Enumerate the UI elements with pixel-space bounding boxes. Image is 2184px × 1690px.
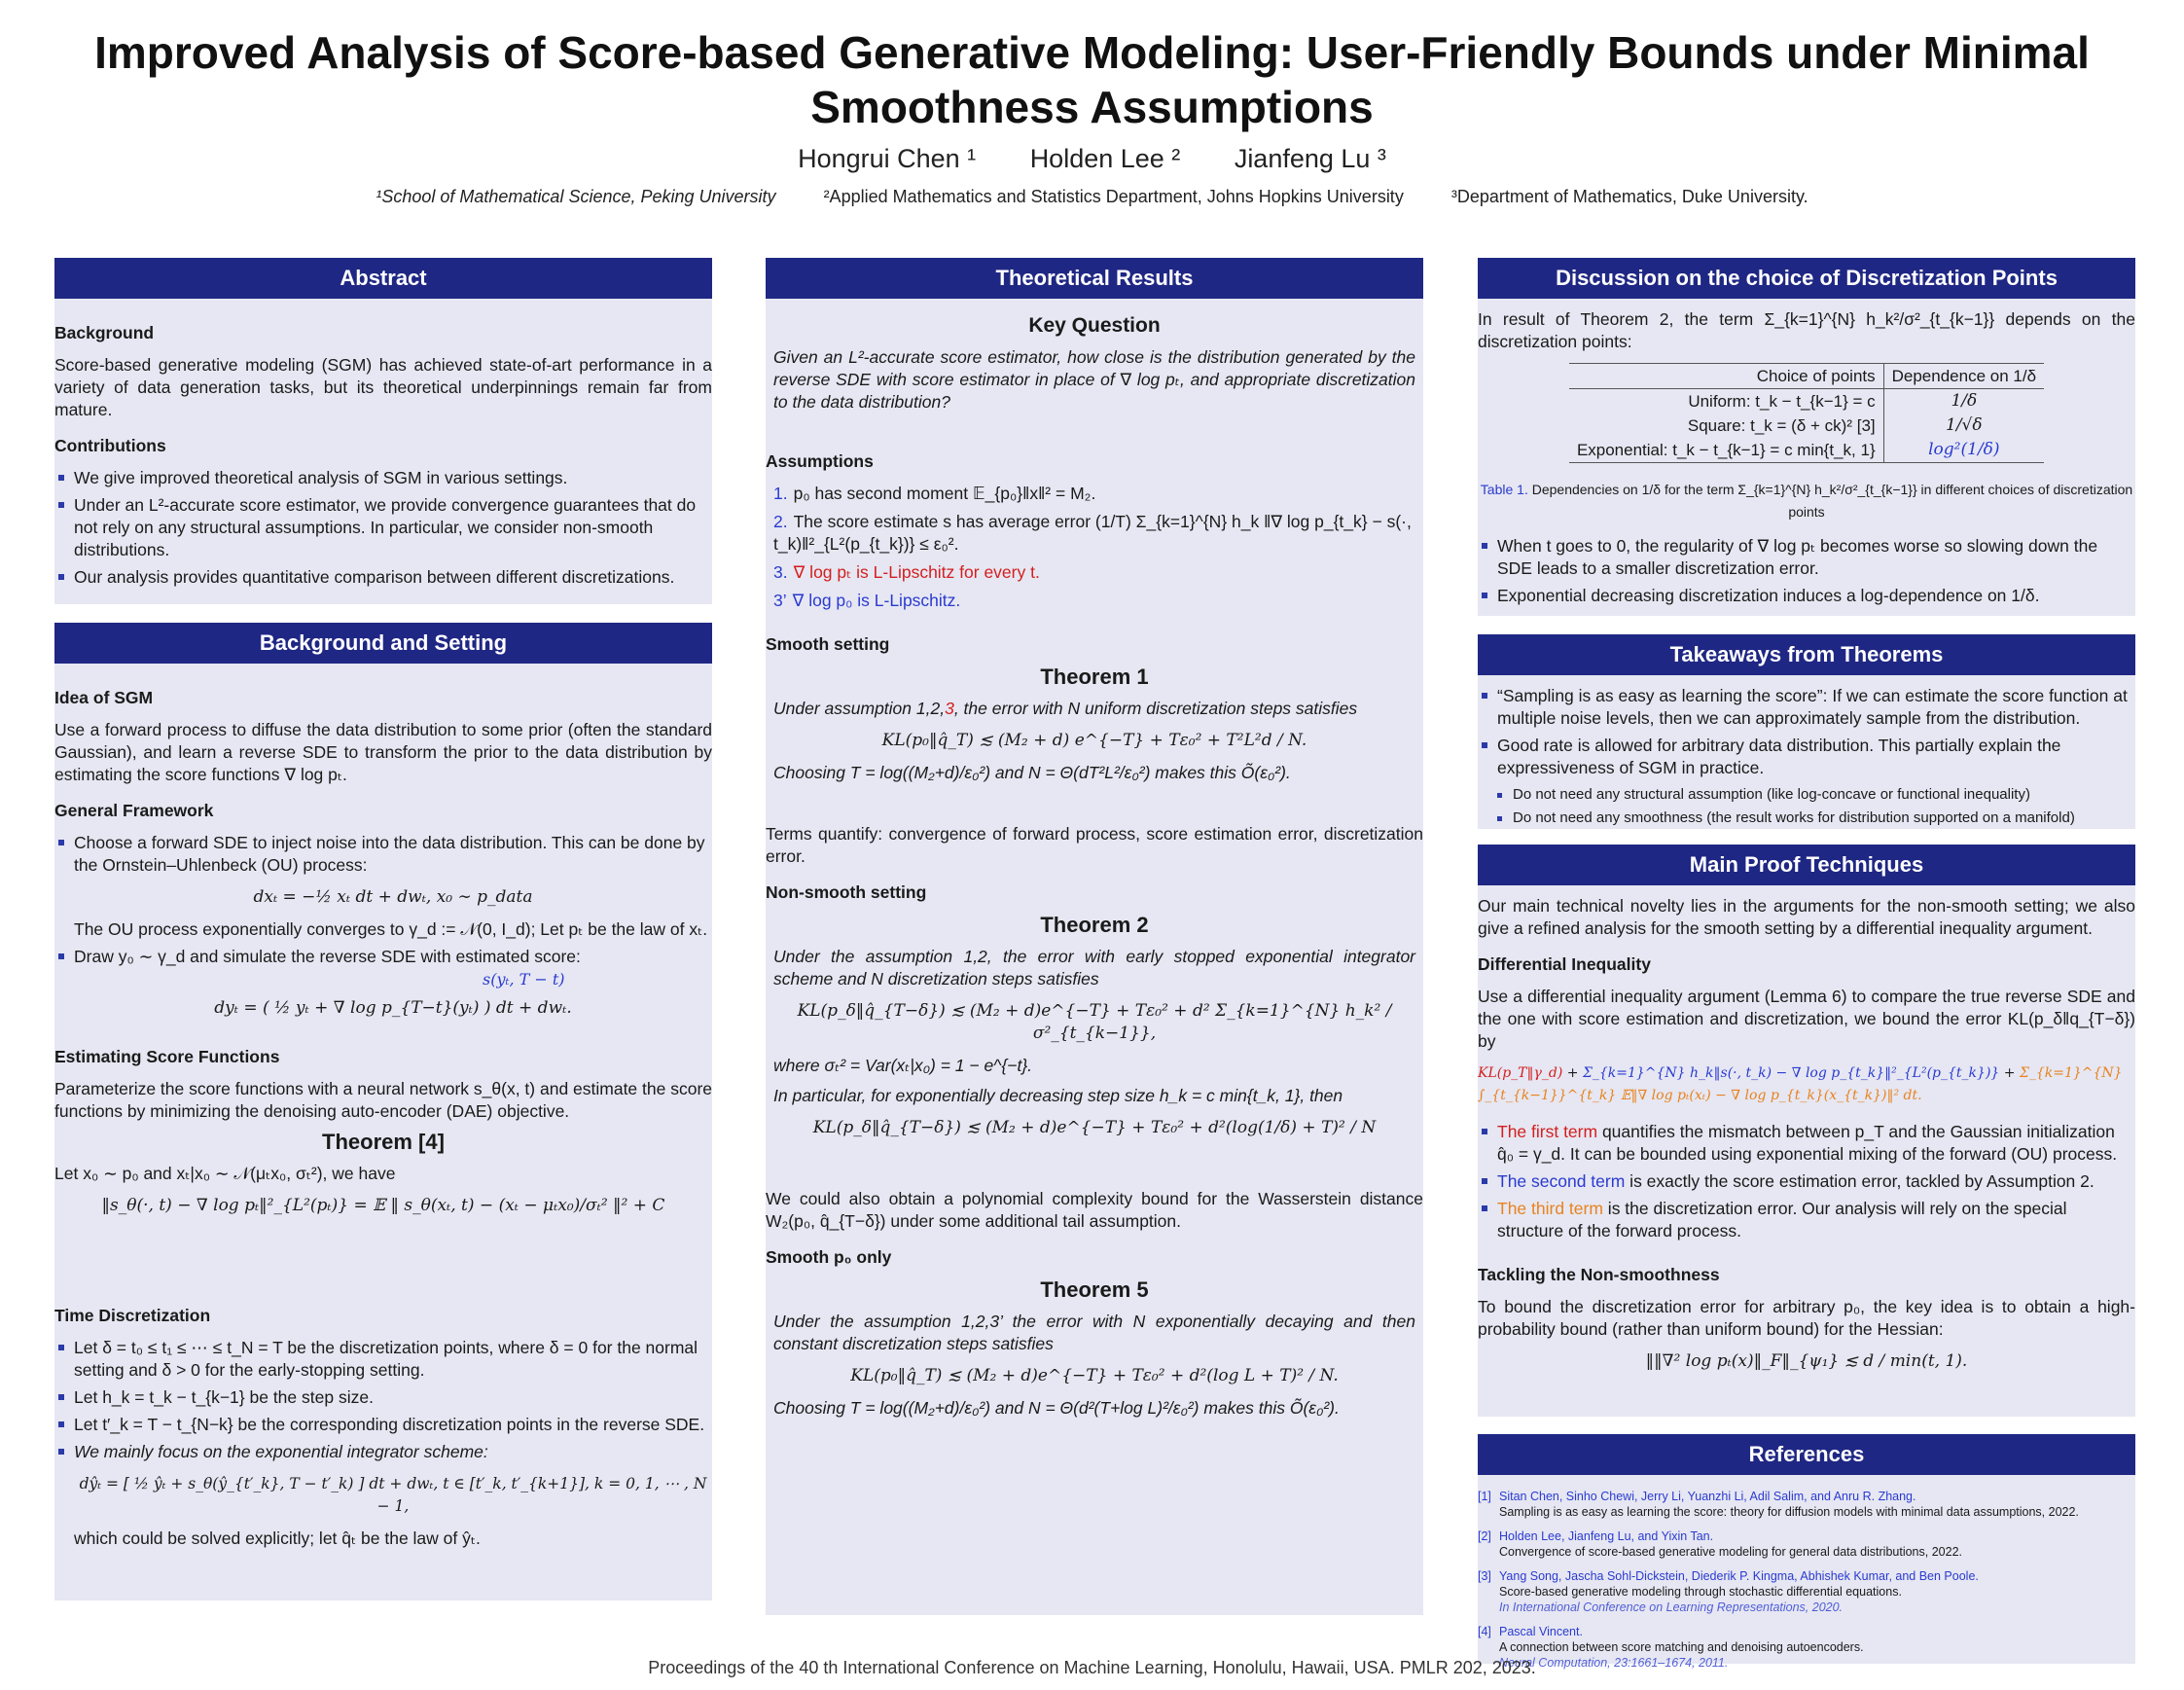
list-item: When t goes to 0, the regularity of ∇ log pₜ becomes worse so slowing down the SDE leads to a smaller discretization error.	[1478, 535, 2135, 580]
assumption-3p-num: 3’	[773, 591, 787, 610]
score-subtitle: Estimating Score Functions	[54, 1047, 280, 1066]
title-line-1: Improved Analysis of Score-based Generative Modeling: User-Friendly Bounds under Minimal	[94, 27, 2090, 78]
smooth-subtitle: Smooth setting	[766, 634, 890, 654]
tackle-text: To bound the discretization error for arbitrary p₀, the key idea is to obtain a high-probability bound (rather than uniform bound) for the Hessian:	[1478, 1297, 2135, 1339]
assumptions-subtitle: Assumptions	[766, 451, 874, 471]
proof-header: Main Proof Techniques	[1478, 845, 2135, 885]
smooth0-subtitle: Smooth p₀ only	[766, 1247, 892, 1267]
table-header-cell: Choice of points	[1569, 364, 1883, 389]
assumption-3p-text: ∇ log p₀ is L-Lipschitz.	[792, 591, 961, 610]
ou-equation: dxₜ = −½ xₜ dt + dwₜ, x₀ ∼ p_data	[253, 887, 533, 907]
author-1: Hongrui Chen ¹	[798, 144, 977, 173]
discussion-list	[1478, 535, 2135, 607]
theorem5-text: Under the assumption 1,2,3’ the error with N exponentially decaying and then constant discretization steps satisfies	[773, 1312, 1415, 1353]
ou-after-text: The OU process exponentially converges to γ_d := 𝒩(0, I_d); Let pₜ be the law of xₜ.	[74, 919, 708, 939]
references-panel	[1478, 1434, 2135, 1670]
table-row	[1569, 389, 2044, 414]
abstract-panel	[54, 258, 712, 604]
terms-text: Terms quantify: convergence of forward process, score estimation error, discretization error.	[766, 824, 1423, 866]
theorem1-title: Theorem 1	[1040, 665, 1149, 689]
table-cell: Uniform: t_k − t_{k−1} = c	[1569, 389, 1883, 414]
theorem4-text: Let x₀ ∼ p₀ and xₜ|x₀ ∼ 𝒩(μₜx₀, σₜ²), we have	[54, 1164, 396, 1183]
discussion-panel	[1478, 258, 2135, 616]
list-item: Do not need any structural assumption (like log-concave or functional inequality)	[1478, 785, 2135, 804]
table-caption: Table 1. Dependencies on 1/δ for the term Σ_{k=1}^{N} h_k²/σ²_{t_{k−1}} in different choices of discretization points	[1480, 482, 2133, 520]
differential-subtitle: Differential Inequality	[1478, 954, 1651, 974]
reference-item: [3] Yang Song, Jascha Sohl-Dickstein, Diederik P. Kingma, Abhishek Kumar, and Ben Poole. Score-based generative modeling through stochastic differential equations. In International Conference on Learning Representations, 2020.	[1478, 1569, 1979, 1614]
affiliation-3: ³Department of Mathematics, Duke University.	[1450, 187, 1808, 206]
integrator-equation: dŷₜ = [ ½ ŷₜ + s_θ(ŷ_{t′_k}, T − t′_k) ] dt + dwₜ, t ∈ [t′_k, t′_{k+1}], k = 0, 1, ⋯ , N − 1,	[79, 1475, 707, 1515]
references-header: References	[1478, 1434, 2135, 1475]
theorem1-choose: Choosing T = log((M₂+d)/ε₀²) and N = Θ(dT²L²/ε₀²) makes this Õ(ε₀²).	[773, 763, 1291, 782]
theorem5-title: Theorem 5	[1040, 1277, 1149, 1302]
framework-item-1: Choose a forward SDE to inject noise into the data distribution. This can be done by the Ornstein–Uhlenbeck (OU) process:	[74, 833, 705, 875]
score-annotation: s(yₜ, T − t)	[483, 970, 565, 989]
theorem1-equation: KL(p₀‖q̂_T) ≲ (M₂ + d) e^{−T} + Tε₀² + T²L²d / N.	[881, 731, 1307, 750]
key-question-text: Given an L²-accurate score estimator, how close is the distribution generated by the reverse SDE with score estimator in place of ∇ log pₜ, and appropriate discretization to the data distribution?	[773, 347, 1415, 412]
takeaways-panel	[1478, 634, 2135, 829]
theorem2-equation-2: KL(p_δ‖q̂_{T−δ}) ≲ (M₂ + d)e^{−T} + Tε₀² + d²(log(1/δ) + T)² / N	[812, 1118, 1377, 1137]
theorem5-choose: Choosing T = log((M₂+d)/ε₀²) and N = Θ(d²(T+log L)²/ε₀²) makes this Õ(ε₀²).	[773, 1398, 1340, 1418]
proof-panel	[1478, 845, 2135, 1417]
list-item: The third term is the discretization error. Our analysis will rely on the special structure of the forward process.	[1478, 1198, 2135, 1242]
background-subtitle: Background	[54, 323, 155, 342]
list-item: The first term quantifies the mismatch between p_T and the Gaussian initialization q̂₀ = γ_d. It can be bounded using exponential mixing of the forward (OU) process.	[1478, 1121, 2135, 1166]
list-item: The second term is exactly the score estimation error, tackled by Assumption 2.	[1478, 1170, 2135, 1193]
reference-item: [1] Sitan Chen, Sinho Chewi, Jerry Li, Yuanzhi Li, Adil Salim, and Anru R. Zhang. Sampling is as easy as learning the score: theory for diffusion models with minimal data assumptions, 2022.	[1478, 1490, 2079, 1519]
table-cell: 1/√δ	[1946, 415, 1983, 435]
discretization-table	[1569, 363, 2044, 463]
title-line-2: Smoothness Assumptions	[810, 82, 1374, 132]
theorem4-equation: ‖s_θ(·, t) − ∇ log pₜ‖²_{L²(pₜ)} = 𝔼 ‖ s_θ(xₜ, t) − (xₜ − μₜx₀)/σₜ² ‖² + C	[101, 1196, 665, 1215]
wasserstein-text: We could also obtain a polynomial complexity bound for the Wasserstein distance W₂(p₀, q̂_{T−δ}) under some additional tail assumption.	[766, 1189, 1423, 1231]
integrator-after: which could be solved explicitly; let q̂ₜ be the law of ŷₜ.	[74, 1528, 481, 1548]
differential-text: Use a differential inequality argument (Lemma 6) to compare the true reverse SDE and the one with score estimation and discretization, we bound the error KL(p_δ‖q_{T−δ}) by	[1478, 987, 2135, 1051]
poster-title	[58, 25, 2126, 134]
time-subtitle: Time Discretization	[54, 1306, 211, 1325]
takeaways-header: Takeaways from Theorems	[1478, 634, 2135, 675]
framework-item-2: Draw y₀ ∼ γ_d and simulate the reverse SDE with estimated score:	[74, 947, 581, 966]
framework-subtitle: General Framework	[54, 801, 214, 820]
assumption-1-num: 1.	[773, 484, 788, 503]
list-item	[766, 483, 1423, 505]
list-item	[766, 590, 1423, 612]
tackle-subtitle: Tackling the Non-smoothness	[1478, 1265, 1720, 1284]
reference-item: [2] Holden Lee, Jianfeng Lu, and Yixin Tan. Convergence of score-based generative modeling for general data distributions, 2022.	[1478, 1529, 1962, 1559]
theory-header: Theoretical Results	[766, 258, 1423, 299]
discussion-header: Discussion on the choice of Discretization Points	[1478, 258, 2135, 299]
error-bound-equation: KL(p_T‖γ_d) + Σ_{k=1}^{N} h_k‖s(·, t_k) − ∇ log p_{t_k}‖²_{L²(p_{t_k})} + Σ_{k=1}^{N} ∫_{t_{k−1}}^{t_k} 𝔼‖∇ log pₜ(xₜ) − ∇ log p_{t_k}(x_{t_k})‖² dt.	[1478, 1065, 2123, 1103]
list-item	[766, 561, 1423, 584]
list-item: Good rate is allowed for arbitrary data distribution. This partially explain the expressiveness of SGM in practice.	[1478, 735, 2135, 779]
list-item: “Sampling is as easy as learning the score”: If we can estimate the score function at multiple noise levels, then we can approximately sample from the distribution.	[1478, 685, 2135, 730]
list-item: Let t′_k = T − t_{N−k} be the corresponding discretization points in the reverse SDE.	[54, 1414, 712, 1436]
table-cell: 1/δ	[1951, 391, 1978, 411]
table-header-cell: Dependence on 1/δ	[1883, 364, 2044, 389]
background-text: Score-based generative modeling (SGM) has achieved state-of-art performance in a variety of data generation tasks, but its theoretical underpinnings remain far from mature.	[54, 355, 712, 419]
list-item	[54, 832, 712, 941]
takeaways-list	[1478, 685, 2135, 779]
time-list	[54, 1337, 712, 1550]
table-row	[1569, 414, 2044, 438]
theorem2-text: Under the assumption 1,2, the error with early stopped exponential integrator scheme and N discretization steps satisfies	[773, 947, 1415, 989]
author-2: Holden Lee ²	[1029, 144, 1181, 173]
footer: Proceedings of the 40 th International Conference on Machine Learning, Honolulu, Hawaii, USA. PMLR 202, 2023.	[648, 1658, 1536, 1677]
contributions-list	[54, 467, 712, 589]
score-text: Parameterize the score functions with a neural network s_θ(x, t) and estimate the score functions by minimizing the denoising auto-encoder (DAE) objective.	[54, 1079, 713, 1121]
proof-intro: Our main technical novelty lies in the arguments for the non-smooth setting; we also give a refined analysis for the smooth setting by a differential inequality argument.	[1478, 896, 2135, 938]
theorem2-equation: KL(p_δ‖q̂_{T−δ}) ≲ (M₂ + d)e^{−T} + Tε₀² + d² Σ_{k=1}^{N} h_k² / σ²_{t_{k−1}},	[797, 1001, 1392, 1043]
table-row	[1569, 438, 2044, 463]
assumption-1-text: p₀ has second moment 𝔼_{p₀}‖x‖² = M₂.	[793, 484, 1096, 503]
theorem2-title: Theorem 2	[1040, 913, 1149, 937]
assumption-2-num: 2.	[773, 512, 788, 531]
list-item: Do not need any smoothness (the result works for distribution supported on a manifold)	[1478, 809, 2135, 827]
list-item: Let δ = t₀ ≤ t₁ ≤ ⋯ ≤ t_N = T be the discretization points, where δ = 0 for the normal setting and δ > 0 for the early-stopping setting.	[54, 1337, 712, 1382]
theorem2-where: where σₜ² = Var(xₜ|x₀) = 1 − e^{−t}.	[773, 1056, 1033, 1075]
affiliation-1: ¹School of Mathematical Science, Peking University	[376, 187, 776, 206]
assumption-2-text: The score estimate s has average error (1/T) Σ_{k=1}^{N} h_k ‖∇ log p_{t_k} − s(·, t_k)‖²_{L²(p_{t_k})} ≤ ε₀².	[773, 512, 1412, 554]
abstract-header: Abstract	[54, 258, 712, 299]
discussion-intro: In result of Theorem 2, the term Σ_{k=1}^{N} h_k²/σ²_{t_{k−1}} depends on the discretization points:	[1478, 309, 2135, 351]
assumption-3-text: ∇ log pₜ is L-Lipschitz for every t.	[793, 562, 1040, 582]
theorem2-exp: In particular, for exponentially decreasing step size h_k = c min{t_k, 1}, then	[773, 1086, 1343, 1105]
nonsmooth-subtitle: Non-smooth setting	[766, 882, 927, 902]
idea-text: Use a forward process to diffuse the data distribution to some prior (often the standard Gaussian), and learn a reverse SDE to transform the prior to the data distribution by estimating the score functions ∇ log pₜ.	[54, 720, 712, 784]
theorem5-equation: KL(p₀‖q̂_T) ≲ (M₂ + d)e^{−T} + Tε₀² + d²(log L + T)² / N.	[850, 1366, 1339, 1385]
terms-list	[1478, 1121, 2135, 1242]
takeaways-sublist	[1478, 785, 2135, 827]
list-item: Exponential decreasing discretization induces a log-dependence on 1/δ.	[1478, 585, 2135, 607]
theorem1-text: Under assumption 1,2,3, the error with N uniform discretization steps satisfies	[773, 699, 1358, 718]
authors	[0, 144, 2184, 174]
list-item: Let h_k = t_k − t_{k−1} be the step size.	[54, 1386, 712, 1409]
list-item: Our analysis provides quantitative comparison between different discretizations.	[54, 566, 712, 589]
author-3: Jianfeng Lu ³	[1234, 144, 1386, 173]
list-item: Under an L²-accurate score estimator, we provide convergence guarantees that do not rely on any structural assumptions. In particular, we consider non-smooth distributions.	[54, 494, 712, 561]
background-panel	[54, 623, 712, 1600]
time-item-4: We mainly focus on the exponential integrator scheme:	[74, 1442, 488, 1461]
reverse-sde-equation: dyₜ = ( ½ yₜ + ∇ log p_{T−t}(yₜ) ) dt + dwₜ.	[214, 998, 572, 1018]
table-cell: Square: t_k = (δ + ck)² [3]	[1569, 414, 1883, 438]
assumptions-list	[766, 483, 1423, 612]
background-header: Background and Setting	[54, 623, 712, 664]
hessian-equation: ‖‖∇² log pₜ(x)‖_F‖_{ψ₁} ≲ d / min(t, 1).	[1645, 1351, 1968, 1371]
list-item	[54, 1441, 712, 1550]
key-question-title: Key Question	[1028, 314, 1161, 337]
contributions-subtitle: Contributions	[54, 436, 166, 455]
framework-list	[54, 832, 712, 1032]
assumption-3-num: 3.	[773, 562, 788, 582]
affiliations	[0, 187, 2184, 207]
theorem4-title: Theorem [4]	[322, 1130, 445, 1154]
list-item	[54, 946, 712, 1032]
table-row	[1569, 364, 2044, 389]
list-item	[766, 511, 1423, 556]
reference-item: [4] Pascal Vincent. A connection between score matching and denoising autoencoders. Neural Computation, 23:1661–1674, 2011.	[1478, 1625, 1864, 1670]
affiliation-2: ²Applied Mathematics and Statistics Department, Johns Hopkins University	[823, 187, 1404, 206]
idea-subtitle: Idea of SGM	[54, 688, 154, 707]
table-cell: Exponential: t_k − t_{k−1} = c min{t_k, 1}	[1569, 438, 1883, 463]
table-cell: log²(1/δ)	[1883, 438, 2044, 463]
theory-panel	[766, 258, 1423, 1615]
list-item: We give improved theoretical analysis of SGM in various settings.	[54, 467, 712, 489]
